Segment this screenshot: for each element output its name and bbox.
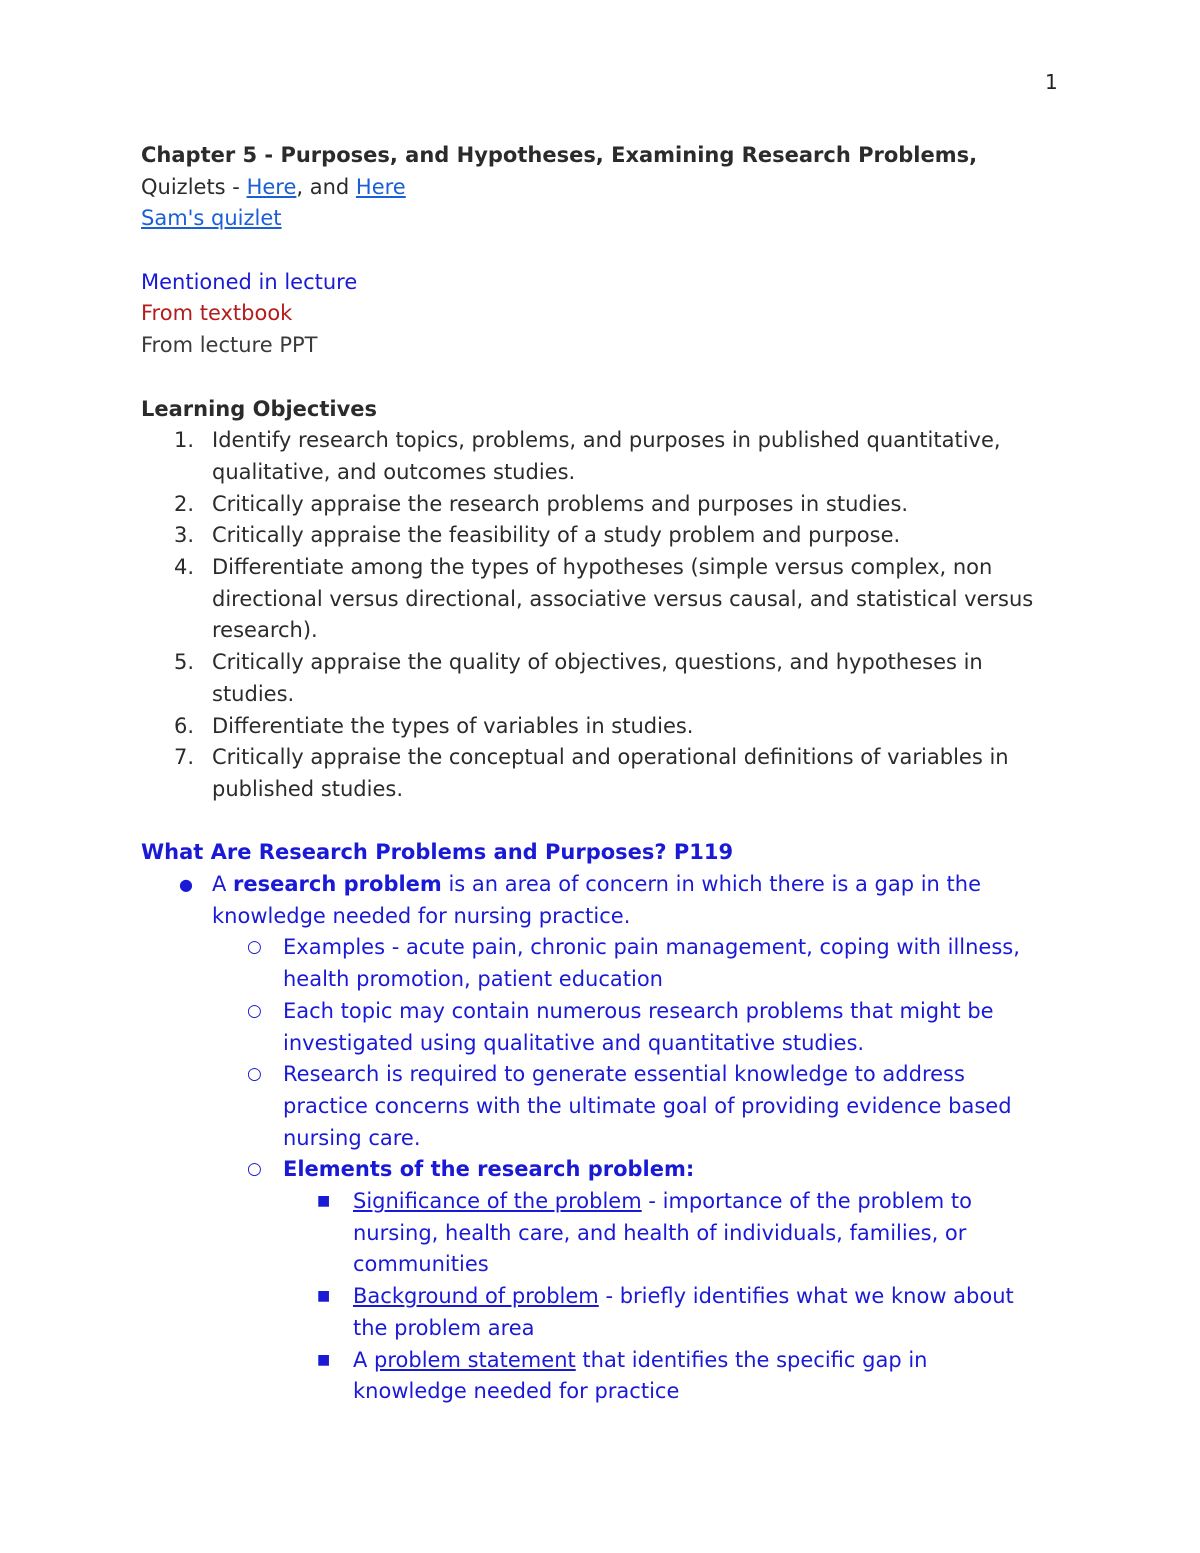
square-bullet-icon: ■ [317,1288,331,1305]
quizlet-link-2[interactable]: Here [355,174,406,199]
legend-lecture: Mentioned in lecture [141,269,358,294]
page-number: 1 [1045,70,1058,94]
bullet-icon: ● [179,875,193,894]
legend-ppt: From lecture PPT [141,333,318,358]
circle-bullet-icon: ○ [247,1000,262,1021]
objective-item: 6. Differentiate the types of variables in studies. [174,713,694,738]
sams-quizlet-link[interactable]: Sam's quizlet [141,206,282,231]
objective-item: 3. Critically appraise the feasibility of a study problem and purpose. [174,523,901,548]
circle-bullet-icon: ○ [247,1064,262,1085]
element-problem-statement: ■ A problem statement that identifies the specific gap in knowledge needed for practice [141,1345,1061,1408]
element-background: ■ Background of problem - briefly identifies what we know about the problem area [141,1281,1061,1344]
circle-bullet-icon: ○ [247,1159,262,1180]
problem-statement-term: problem statement [374,1347,576,1372]
section-heading: What Are Research Problems and Purposes? P119 [141,840,734,865]
research-problem-bullet: ● A research problem is an area of concern in which there is a gap in the knowledge needed for nursing practice. [141,869,1061,932]
sub-bullet-topics: ○ Each topic may contain numerous research problems that might be investigated using qualitative and quantitative studies. [141,996,1061,1059]
circle-bullet-icon: ○ [247,937,262,958]
objectives-heading: Learning Objectives [141,396,378,421]
objective-item: 4. Differentiate among the types of hypotheses (simple versus complex, non directional versus directional, associative versus causal, and statistical versus research). [174,555,1034,643]
quizlets-label: Quizlets - [141,174,247,199]
objectives-list [141,425,1061,805]
sub-bullet-elements: ○ Elements of the research problem: [141,1154,1061,1186]
background-term: Background of problem [353,1284,599,1309]
objective-item: 5. Critically appraise the quality of objectives, questions, and hypotheses in studies. [174,650,983,706]
sub-bullet-examples: ○ Examples - acute pain, chronic pain management, coping with illness, health promotion, patient education [141,932,1061,995]
chapter-title: Chapter 5 - Purposes, and Hypotheses, Examining Research Problems, [141,143,978,167]
quizlets-line [141,172,1061,204]
document-body [141,140,1061,1408]
significance-term: Significance of the problem [353,1189,642,1214]
sub-bullet-research-required: ○ Research is required to generate essential knowledge to address practice concerns with the ultimate goal of providing evidence based nursing care. [141,1059,1061,1154]
legend-textbook: From textbook [141,301,293,326]
and-text: , and [296,174,356,199]
research-problem-term: research problem [233,872,442,896]
objective-item: 1. Identify research topics, problems, and purposes in published quantitative, qualitative, and outcomes studies. [174,428,1001,484]
element-significance: ■ Significance of the problem - importance of the problem to nursing, health care, and health of individuals, families, or communities [141,1186,1061,1281]
square-bullet-icon: ■ [317,1193,331,1210]
objective-item: 7. Critically appraise the conceptual and operational definitions of variables in published studies. [174,745,1009,801]
objective-item: 2. Critically appraise the research problems and purposes in studies. [174,491,909,516]
quizlet-link-1[interactable]: Here [246,174,297,199]
square-bullet-icon: ■ [317,1351,331,1368]
